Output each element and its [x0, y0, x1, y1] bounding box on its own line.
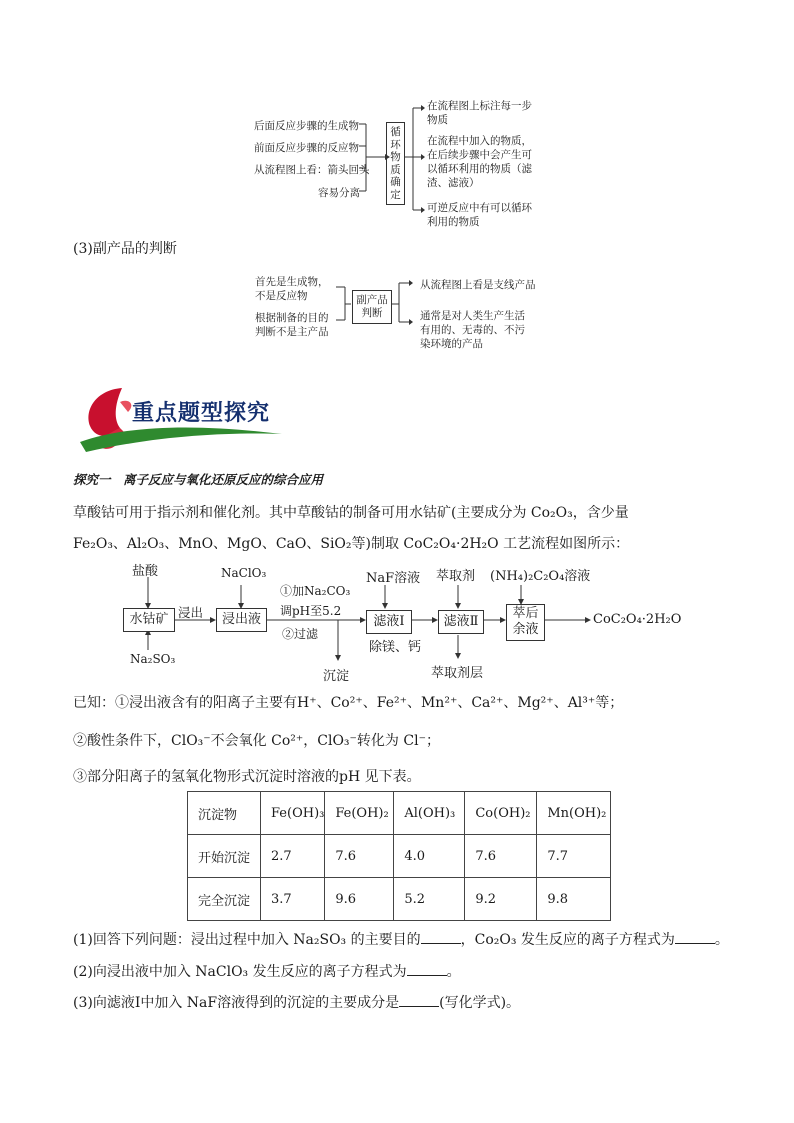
flow-box-leachate: 浸出液: [216, 608, 267, 632]
banner-title: 重点题型探究: [132, 401, 271, 426]
table-row: 沉淀物 Fe(OH)₃ Fe(OH)₂ Al(OH)₃ Co(OH)₂ Mn(OH)₂: [188, 792, 611, 835]
section-title: (3)副产品的判断: [73, 241, 177, 257]
explore-title: 探究一 离子反应与氧化还原反应的综合应用: [73, 472, 324, 487]
known-fact: 已知：①浸出液含有的阳离子主要有H⁺、Co²⁺、Fe²⁺、Mn²⁺、Ca²⁺、Mg²⁺、Al³⁺等；: [73, 695, 624, 711]
question-3: (3)向滤液Ⅰ中加入 NaF溶液得到的沉淀的主要成分是 (写化学式)。: [73, 995, 521, 1011]
table-row: 完全沉淀 3.7 9.6 5.2 9.2 9.8: [188, 878, 611, 921]
byproduct-diagram-lines: [0, 260, 794, 350]
flow-arrow-label: 浸出: [178, 605, 204, 620]
known-fact: ②酸性条件下，ClO₃⁻不会氧化 Co²⁺，ClO₃⁻转化为 Cl⁻；: [73, 733, 440, 749]
question-1: (1)回答下列问题：浸出过程中加入 Na₂SO₃ 的主要目的 ，Co₂O₃ 发生反应的离子方程式为 。: [73, 932, 729, 948]
flow-top-label: 盐酸: [132, 564, 159, 579]
cycle-left-item: 从流程图上看：箭头回头: [254, 164, 370, 176]
flow-box-ore: 水钴矿: [123, 608, 175, 632]
answer-blank[interactable]: [399, 994, 439, 1007]
flow-top-label: (NH₄)₂C₂O₄溶液: [490, 569, 591, 584]
byproduct-left-item: 首先是生成物， 不是反应物: [255, 276, 329, 302]
flow-bottom-label: 萃取剂层: [431, 666, 484, 681]
cycle-right-item: 可逆反应中有可以循环 利用的物质: [427, 202, 532, 228]
byproduct-center-box: 副产品 判断: [352, 290, 392, 324]
flow-box-filtrate-2: 滤液Ⅱ: [438, 610, 484, 634]
cycle-center-box: 循 环 物 质 确 定: [386, 122, 405, 205]
table-row: 开始沉淀 2.7 7.6 4.0 7.6 7.7: [188, 835, 611, 878]
byproduct-left-item: 根据制备的目的 判断不是主产品: [255, 312, 329, 338]
flow-top-label: ②过滤: [282, 627, 319, 641]
flow-top-label: 调pH至5.2: [280, 604, 342, 618]
cycle-left-item: 容易分离: [318, 187, 360, 199]
flow-top-label: ①加Na₂CO₃: [280, 584, 351, 598]
flow-box-filtrate-1: 滤液Ⅰ: [366, 610, 412, 634]
cycle-left-item: 后面反应步骤的生成物: [254, 120, 359, 132]
known-fact: ③部分阳离子的氢氧化物形式沉淀时溶液的pH 见下表。: [73, 769, 421, 785]
flow-bottom-label: 沉淀: [323, 669, 350, 684]
byproduct-right-item: 通常是对人类生产生活 有用的、无毒的、不污 染环境的产品: [420, 310, 525, 350]
cycle-left-item: 前面反应步骤的反应物: [254, 142, 359, 154]
flow-top-label: NaClO₃: [221, 566, 267, 580]
answer-blank[interactable]: [675, 931, 715, 944]
answer-blank[interactable]: [421, 931, 461, 944]
question-2: (2)向浸出液中加入 NaClO₃ 发生反应的离子方程式为 。: [73, 964, 461, 980]
cycle-right-item: 在流程中加入的物质， 在后续步骤中会产生可 以循环利用的物质（滤 渣、滤液）: [427, 135, 532, 189]
cycle-right-item: 在流程图上标注每一步 物质: [427, 100, 532, 126]
flow-top-label: NaF溶液: [366, 571, 421, 586]
byproduct-right-item: 从流程图上看是支线产品: [420, 279, 536, 291]
intro-line: 草酸钴可用于指示剂和催化剂。其中草酸钴的制备可用水钴矿(主要成分为 Co₂O₃，含少量: [73, 505, 629, 521]
ph-table: [187, 791, 611, 921]
answer-blank[interactable]: [407, 963, 447, 976]
flow-box-raffinate: 萃后 余液: [506, 604, 545, 641]
flow-bottom-label: Na₂SO₃: [130, 652, 176, 666]
flow-bottom-label: 除镁、钙: [369, 640, 422, 655]
intro-line: Fe₂O₃、Al₂O₃、MnO、MgO、CaO、SiO₂等)制取 CoC₂O₄·2H₂O 工艺流程如图所示：: [73, 536, 630, 552]
flow-product: CoC₂O₄·2H₂O: [593, 612, 682, 627]
flow-top-label: 萃取剂: [436, 569, 476, 584]
